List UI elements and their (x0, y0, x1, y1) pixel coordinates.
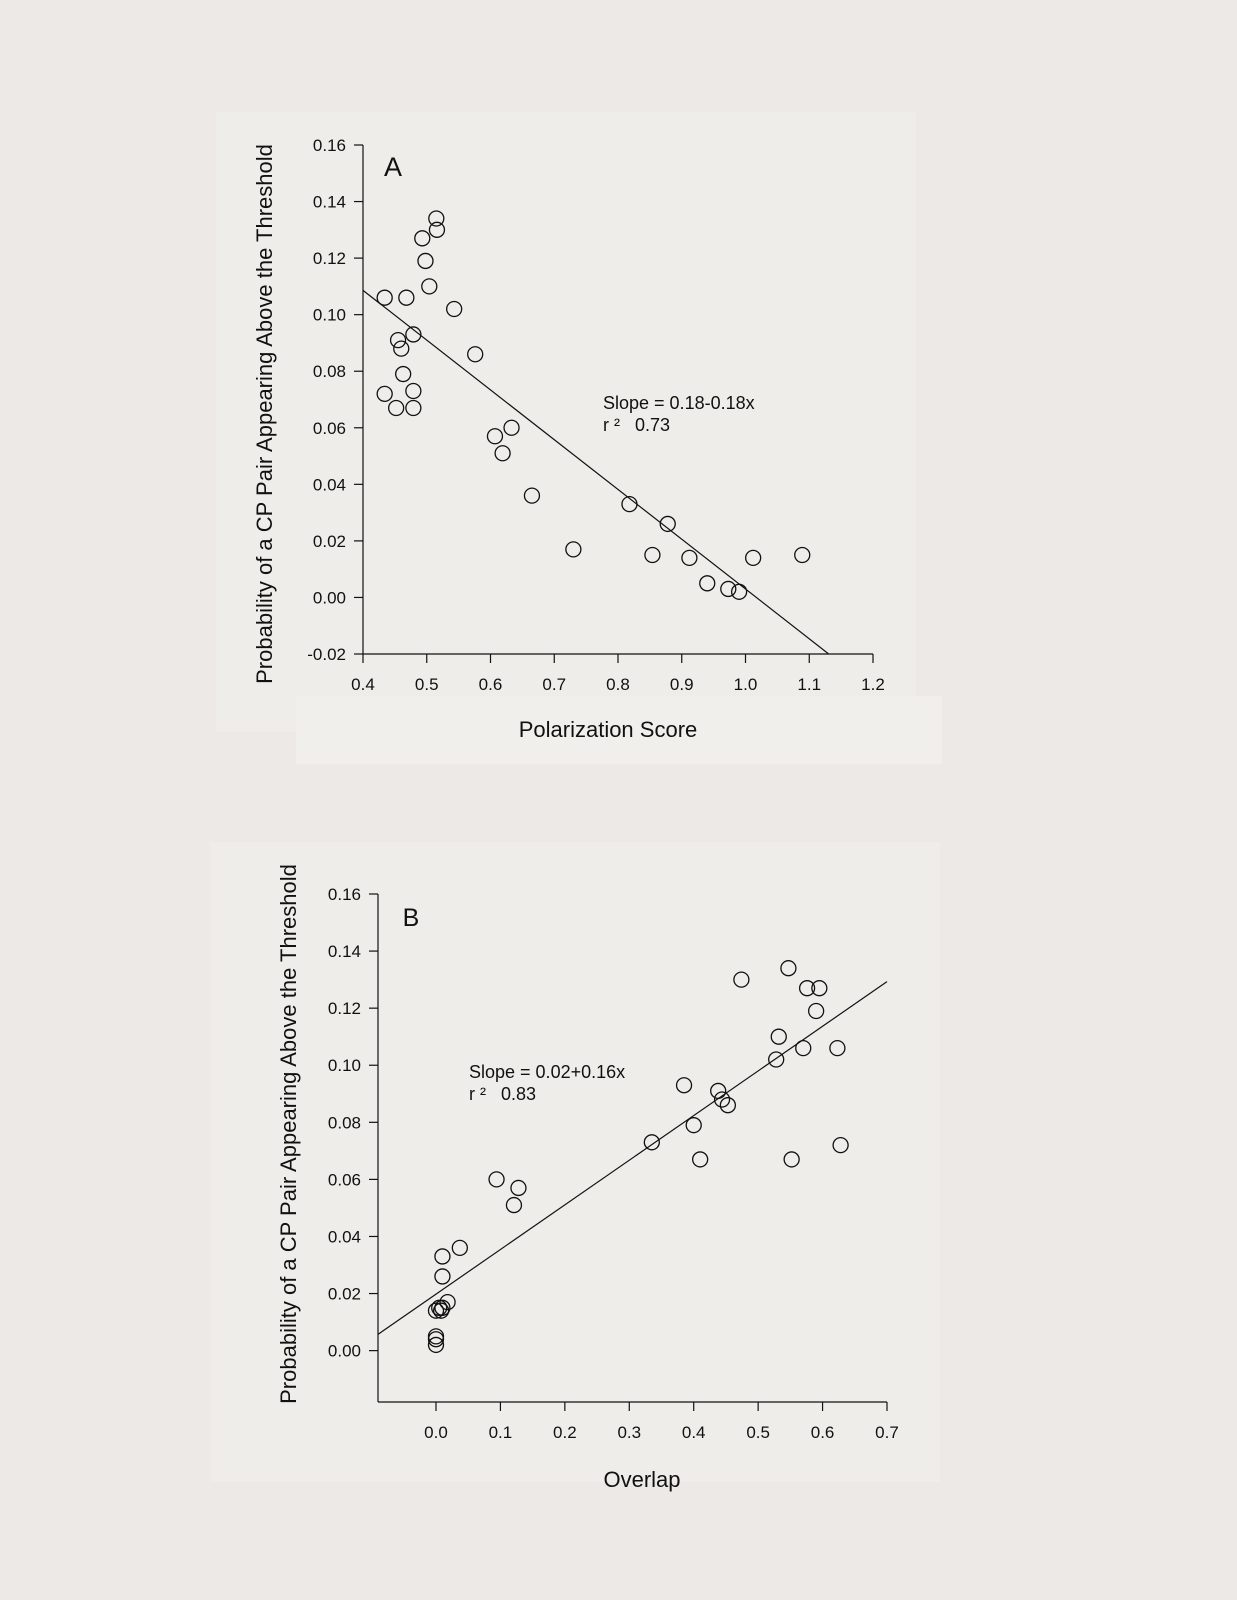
panel-a-y-tick-label: 0.02 (312, 531, 346, 551)
panel-b-background (210, 842, 940, 1482)
panel-b-x-tick-label: 0.6 (810, 1423, 835, 1442)
panel-b-y-tick-label: 0.12 (327, 999, 361, 1019)
panel-b-y-tick-label: 0.14 (327, 942, 361, 962)
panel-b-y-tick-label: 0.00 (327, 1341, 361, 1361)
panel-a-y-tick-label: 0.08 (312, 362, 346, 382)
panel-b-x-tick-label: 0.7 (875, 1423, 899, 1442)
panel-a-annotation-line2: r ² 0.73 (603, 415, 671, 435)
panel-b-y-tick-label: 0.04 (327, 1227, 361, 1247)
panel-a-y-tick-label: 0.16 (312, 136, 346, 155)
panel-a-label: A (383, 152, 403, 182)
panel-b-x-tick-label: 0.1 (488, 1423, 513, 1442)
panel-a-y-tick-label: 0.00 (312, 588, 346, 608)
panel-b-x-tick-label: 0.5 (746, 1423, 770, 1442)
panel-a-x-tick-label: 1.1 (797, 675, 822, 694)
panel-a-y-tick-label: 0.12 (312, 249, 346, 269)
panel-a-x-tick-label: 0.4 (351, 675, 375, 694)
panel-a-y-tick-label: 0.06 (312, 418, 346, 438)
panel-a-x-tick-label: 0.6 (478, 675, 503, 694)
panel-a-y-tick-label: 0.10 (312, 305, 346, 325)
panel-b-x-tick-label: 0.3 (617, 1423, 642, 1442)
panel-b-label: B (402, 904, 420, 932)
panel-a-x-tick-label: 0.7 (542, 675, 567, 694)
panel-b-ylabel: Probability of a CP Pair Appearing Above the Threshold (276, 864, 301, 1404)
panel-b-xlabel: Overlap (603, 1467, 681, 1492)
panel-b-x-tick-label: 0.0 (424, 1423, 448, 1442)
panel-b-y-tick-label: 0.10 (327, 1056, 361, 1076)
panel-b-annotation-line1: Slope = 0.02+0.16x (469, 1062, 626, 1082)
panel-a-x-tick-label: 0.9 (669, 675, 694, 694)
panel-a-annotation-line1: Slope = 0.18-0.18x (603, 393, 755, 413)
panel-a-y-tick-label: -0.02 (307, 645, 346, 664)
panel-a-y-tick-label: 0.04 (312, 475, 346, 495)
panel-a-x-tick-label: 1.0 (733, 675, 758, 694)
panel-a-xlabel: Polarization Score (518, 717, 698, 742)
panel-b-y-tick-label: 0.06 (327, 1170, 361, 1190)
panel-b-y-tick-label: 0.02 (327, 1284, 361, 1304)
panel-a-y-tick-label: 0.14 (312, 192, 346, 212)
panel-b-y-tick-label: 0.08 (327, 1113, 361, 1133)
panel-b-x-tick-label: 0.4 (681, 1423, 706, 1442)
panel-a-x-tick-label: 0.5 (414, 675, 439, 694)
panel-a-x-tick-label: 0.8 (606, 675, 630, 694)
panel-b-annotation-line2: r ² 0.83 (469, 1084, 537, 1104)
panel-b-y-tick-label: 0.16 (327, 885, 361, 904)
panel-a-x-tick-label: 1.2 (861, 675, 885, 694)
panel-b-x-tick-label: 0.2 (553, 1423, 577, 1442)
panel-a-ylabel: Probability of a CP Pair Appearing Above the Threshold (252, 144, 277, 684)
